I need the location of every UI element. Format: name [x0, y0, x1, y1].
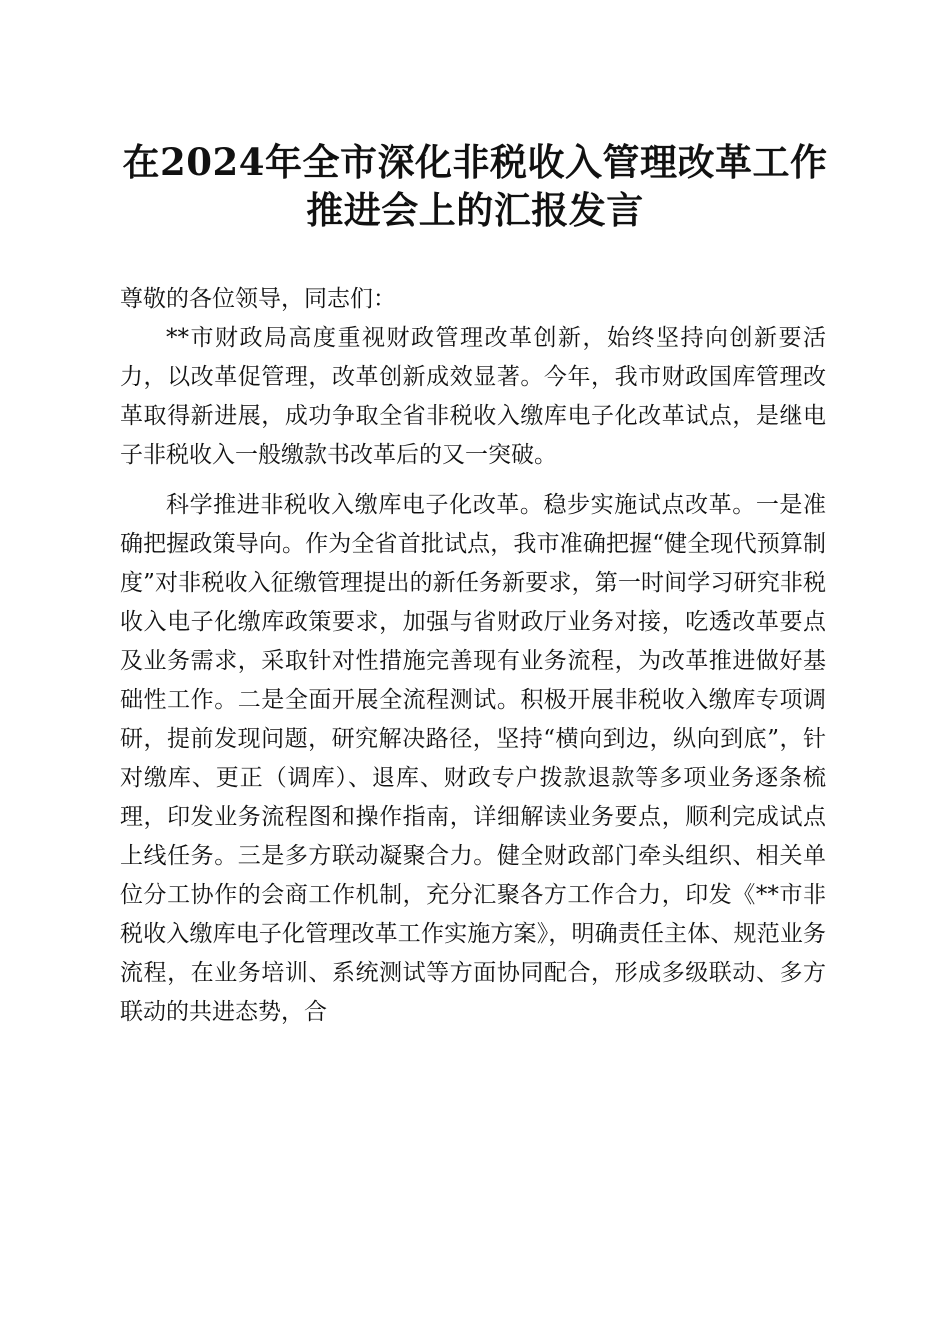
salutation: 尊敬的各位领导，同志们： — [120, 286, 396, 312]
paragraph-intro: **市财政局高度重视财政管理改革创新，始终坚持向创新要活力，以改革促管理，改革创新成效显著。今年，我市财政国库管理改革取得新进展，成功争取全省非税收入缴库电子化改革试点，是继电子非税收入一般缴款书改革后的又一突破。 — [120, 325, 826, 468]
document-title: 在2024年全市深化非税收入管理改革工作推进会上的汇报发言 — [122, 140, 828, 232]
document-body — [120, 280, 826, 1032]
paragraph-reform: 科学推进非税收入缴库电子化改革。稳步实施试点改革。一是准确把握政策导向。作为全省首批试点，我市准确把握“健全现代预算制度”对非税收入征缴管理提出的新任务新要求，第一时间学习研究非税收入电子化缴库政策要求，加强与省财政厅业务对接，吃透改革要点及业务需求，采取针对性措施完善现有业务流程，为改革推进做好基础性工作。二是全面开展全流程测试。积极开展非税收入缴库专项调研，提前发现问题，研究解决路径，坚持“横向到边，纵向到底”，针对缴库、更正（调库）、退库、财政专户拨款退款等多项业务逐条梳理，印发业务流程图和操作指南，详细解读业务要点，顺利完成试点上线任务。三是多方联动凝聚合力。健全财政部门牵头组织、相关单位分工协作的会商工作机制，充分汇聚各方工作合力，印发《**市非税收入缴库电子化管理改革工作实施方案》，明确责任主体、规范业务流程，在业务培训、系统测试等方面协同配合，形成多级联动、多方联动的共进态势，合 — [120, 492, 826, 1025]
